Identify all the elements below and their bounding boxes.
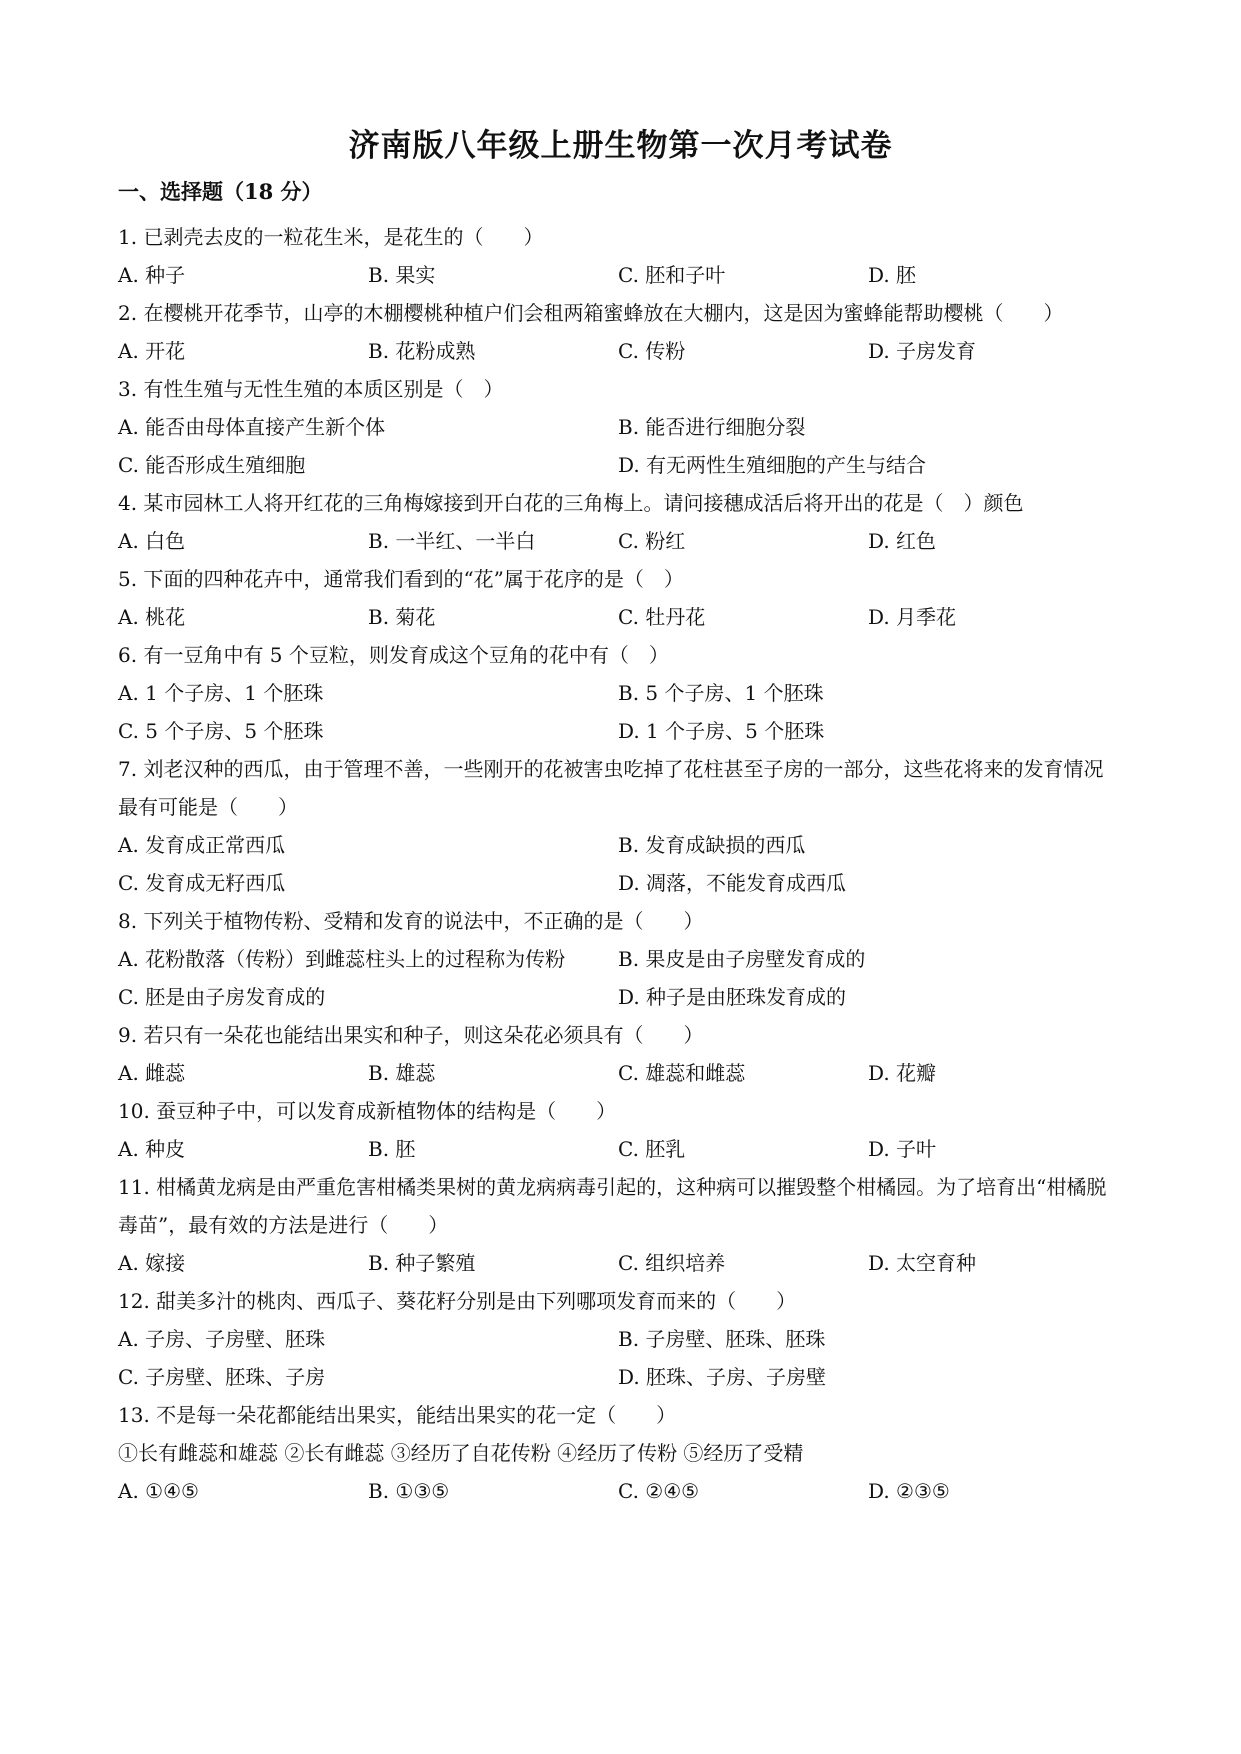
- answer-option: C. 牡丹花: [618, 605, 706, 629]
- option-group: [118, 826, 1118, 902]
- question-stem: 7. 刘老汉种的西瓜，由于管理不善，一些刚开的花被害虫吃掉了花柱甚至子房的一部分，这些花将来的发育情况最有可能是（ ）: [118, 757, 1104, 819]
- answer-option: C. ②④⑤: [618, 1479, 700, 1503]
- question-item: [118, 1168, 1118, 1282]
- question-stem: 11. 柑橘黄龙病是由严重危害柑橘类果树的黄龙病病毒引起的，这种病可以摧毁整个柑橘园。为了培育出“柑橘脱毒苗”，最有效的方法是进行（ ）: [118, 1175, 1107, 1237]
- page-title: 济南版八年级上册生物第一次月考试卷: [348, 128, 893, 164]
- question-stem: 9. 若只有一朵花也能结出果实和种子，则这朵花必须具有（ ）: [118, 1023, 704, 1047]
- answer-option: A. 1 个子房、1 个胚珠: [118, 681, 324, 705]
- answer-option: C. 5 个子房、5 个胚珠: [118, 719, 324, 743]
- answer-option: C. 传粉: [618, 339, 686, 363]
- answer-option: D. 子房发育: [868, 339, 977, 363]
- answer-option: D. 太空育种: [868, 1251, 977, 1275]
- option-group: [118, 1130, 1118, 1168]
- answer-option: B. 种子繁殖: [368, 1251, 476, 1275]
- answer-option: B. 菊花: [368, 605, 436, 629]
- question-item: [118, 902, 1118, 1016]
- option-group: [118, 408, 1118, 484]
- answer-option: D. 种子是由胚珠发育成的: [618, 985, 847, 1009]
- answer-option: B. 5 个子房、1 个胚珠: [618, 681, 824, 705]
- question-stem: 6. 有一豆角中有 5 个豆粒，则发育成这个豆角的花中有（ ）: [118, 643, 669, 667]
- option-group: [118, 522, 1118, 560]
- answer-option: C. 胚乳: [618, 1137, 686, 1161]
- answer-option: B. 子房壁、胚珠、胚珠: [618, 1327, 826, 1351]
- option-group: [118, 1472, 1118, 1510]
- answer-option: A. 花粉散落（传粉）到雌蕊柱头上的过程称为传粉: [118, 947, 566, 971]
- answer-option: A. 开花: [118, 339, 186, 363]
- answer-option: D. 胚: [868, 263, 917, 287]
- question-stem: 12. 甜美多汁的桃肉、西瓜子、葵花籽分别是由下列哪项发育而来的（ ）: [118, 1289, 797, 1313]
- question-stem: 8. 下列关于植物传粉、受精和发育的说法中，不正确的是（ ）: [118, 909, 704, 933]
- answer-option: C. 胚是由子房发育成的: [118, 985, 326, 1009]
- question-item: [118, 484, 1118, 560]
- question-item: [118, 1016, 1118, 1092]
- answer-option: C. 粉红: [618, 529, 686, 553]
- answer-option: A. 种子: [118, 263, 186, 287]
- answer-option: C. 子房壁、胚珠、子房: [118, 1365, 326, 1389]
- answer-option: A. ①④⑤: [118, 1479, 199, 1503]
- option-group: [118, 940, 1118, 1016]
- answer-option: C. 能否形成生殖细胞: [118, 453, 306, 477]
- answer-option: C. 组织培养: [618, 1251, 726, 1275]
- answer-option: D. 月季花: [868, 605, 957, 629]
- question-list: [118, 218, 1118, 1510]
- question-item: [118, 294, 1118, 370]
- answer-option: D. 1 个子房、5 个胚珠: [618, 719, 825, 743]
- answer-option: A. 子房、子房壁、胚珠: [118, 1327, 326, 1351]
- answer-option: B. ①③⑤: [368, 1479, 450, 1503]
- answer-option: B. 花粉成熟: [368, 339, 476, 363]
- answer-option: D. 红色: [868, 529, 937, 553]
- question-item: [118, 560, 1118, 636]
- answer-option: B. 一半红、一半白: [368, 529, 536, 553]
- answer-option: C. 发育成无籽西瓜: [118, 871, 286, 895]
- question-stem: 4. 某市园林工人将开红花的三角梅嫁接到开白花的三角梅上。请问接穗成活后将开出的花是（ ）颜色: [118, 491, 1024, 515]
- question-item: [118, 1282, 1118, 1396]
- answer-option: A. 雌蕊: [118, 1061, 186, 1085]
- answer-option: D. 胚珠、子房、子房壁: [618, 1365, 827, 1389]
- question-stem: 2. 在樱桃开花季节，山亭的木棚樱桃种植户们会租两箱蜜蜂放在大棚内，这是因为蜜蜂能帮助樱桃（ ）: [118, 301, 1064, 325]
- question-stem: 13. 不是每一朵花都能结出果实，能结出果实的花一定（ ）: [118, 1403, 677, 1427]
- option-group: [118, 598, 1118, 636]
- answer-option: B. 雄蕊: [368, 1061, 436, 1085]
- question-item: [118, 1092, 1118, 1168]
- question-item: [118, 636, 1118, 750]
- question-item: [118, 1396, 1118, 1510]
- answer-option: A. 能否由母体直接产生新个体: [118, 415, 386, 439]
- option-group: [118, 256, 1118, 294]
- section-heading: 一、选择题（18 分）: [118, 179, 323, 204]
- answer-option: B. 发育成缺损的西瓜: [618, 833, 806, 857]
- question-item: [118, 218, 1118, 294]
- answer-option: D. 子叶: [868, 1137, 937, 1161]
- answer-option: A. 白色: [118, 529, 186, 553]
- answer-option: A. 发育成正常西瓜: [118, 833, 286, 857]
- answer-option: A. 种皮: [118, 1137, 186, 1161]
- option-group: [118, 1244, 1118, 1282]
- answer-option: C. 雄蕊和雌蕊: [618, 1061, 746, 1085]
- answer-option: D. ②③⑤: [868, 1479, 950, 1503]
- question-statements: ①长有雌蕊和雄蕊 ②长有雌蕊 ③经历了自花传粉 ④经历了传粉 ⑤经历了受精: [118, 1441, 804, 1465]
- question-item: [118, 750, 1118, 902]
- answer-option: A. 桃花: [118, 605, 186, 629]
- answer-option: A. 嫁接: [118, 1251, 186, 1275]
- answer-option: C. 胚和子叶: [618, 263, 726, 287]
- question-stem: 1. 已剥壳去皮的一粒花生米，是花生的（ ）: [118, 225, 544, 249]
- option-group: [118, 1054, 1118, 1092]
- option-group: [118, 1320, 1118, 1396]
- question-stem: 5. 下面的四种花卉中，通常我们看到的“花”属于花序的是（ ）: [118, 567, 684, 591]
- answer-option: D. 花瓣: [868, 1061, 937, 1085]
- answer-option: D. 凋落，不能发育成西瓜: [618, 871, 847, 895]
- option-group: [118, 332, 1118, 370]
- option-group: [118, 674, 1118, 750]
- question-stem: 3. 有性生殖与无性生殖的本质区别是（ ）: [118, 377, 504, 401]
- answer-option: B. 果实: [368, 263, 436, 287]
- answer-option: D. 有无两性生殖细胞的产生与结合: [618, 453, 927, 477]
- question-item: [118, 370, 1118, 484]
- answer-option: B. 能否进行细胞分裂: [618, 415, 806, 439]
- answer-option: B. 果皮是由子房壁发育成的: [618, 947, 866, 971]
- answer-option: B. 胚: [368, 1137, 416, 1161]
- question-stem: 10. 蚕豆种子中，可以发育成新植物体的结构是（ ）: [118, 1099, 617, 1123]
